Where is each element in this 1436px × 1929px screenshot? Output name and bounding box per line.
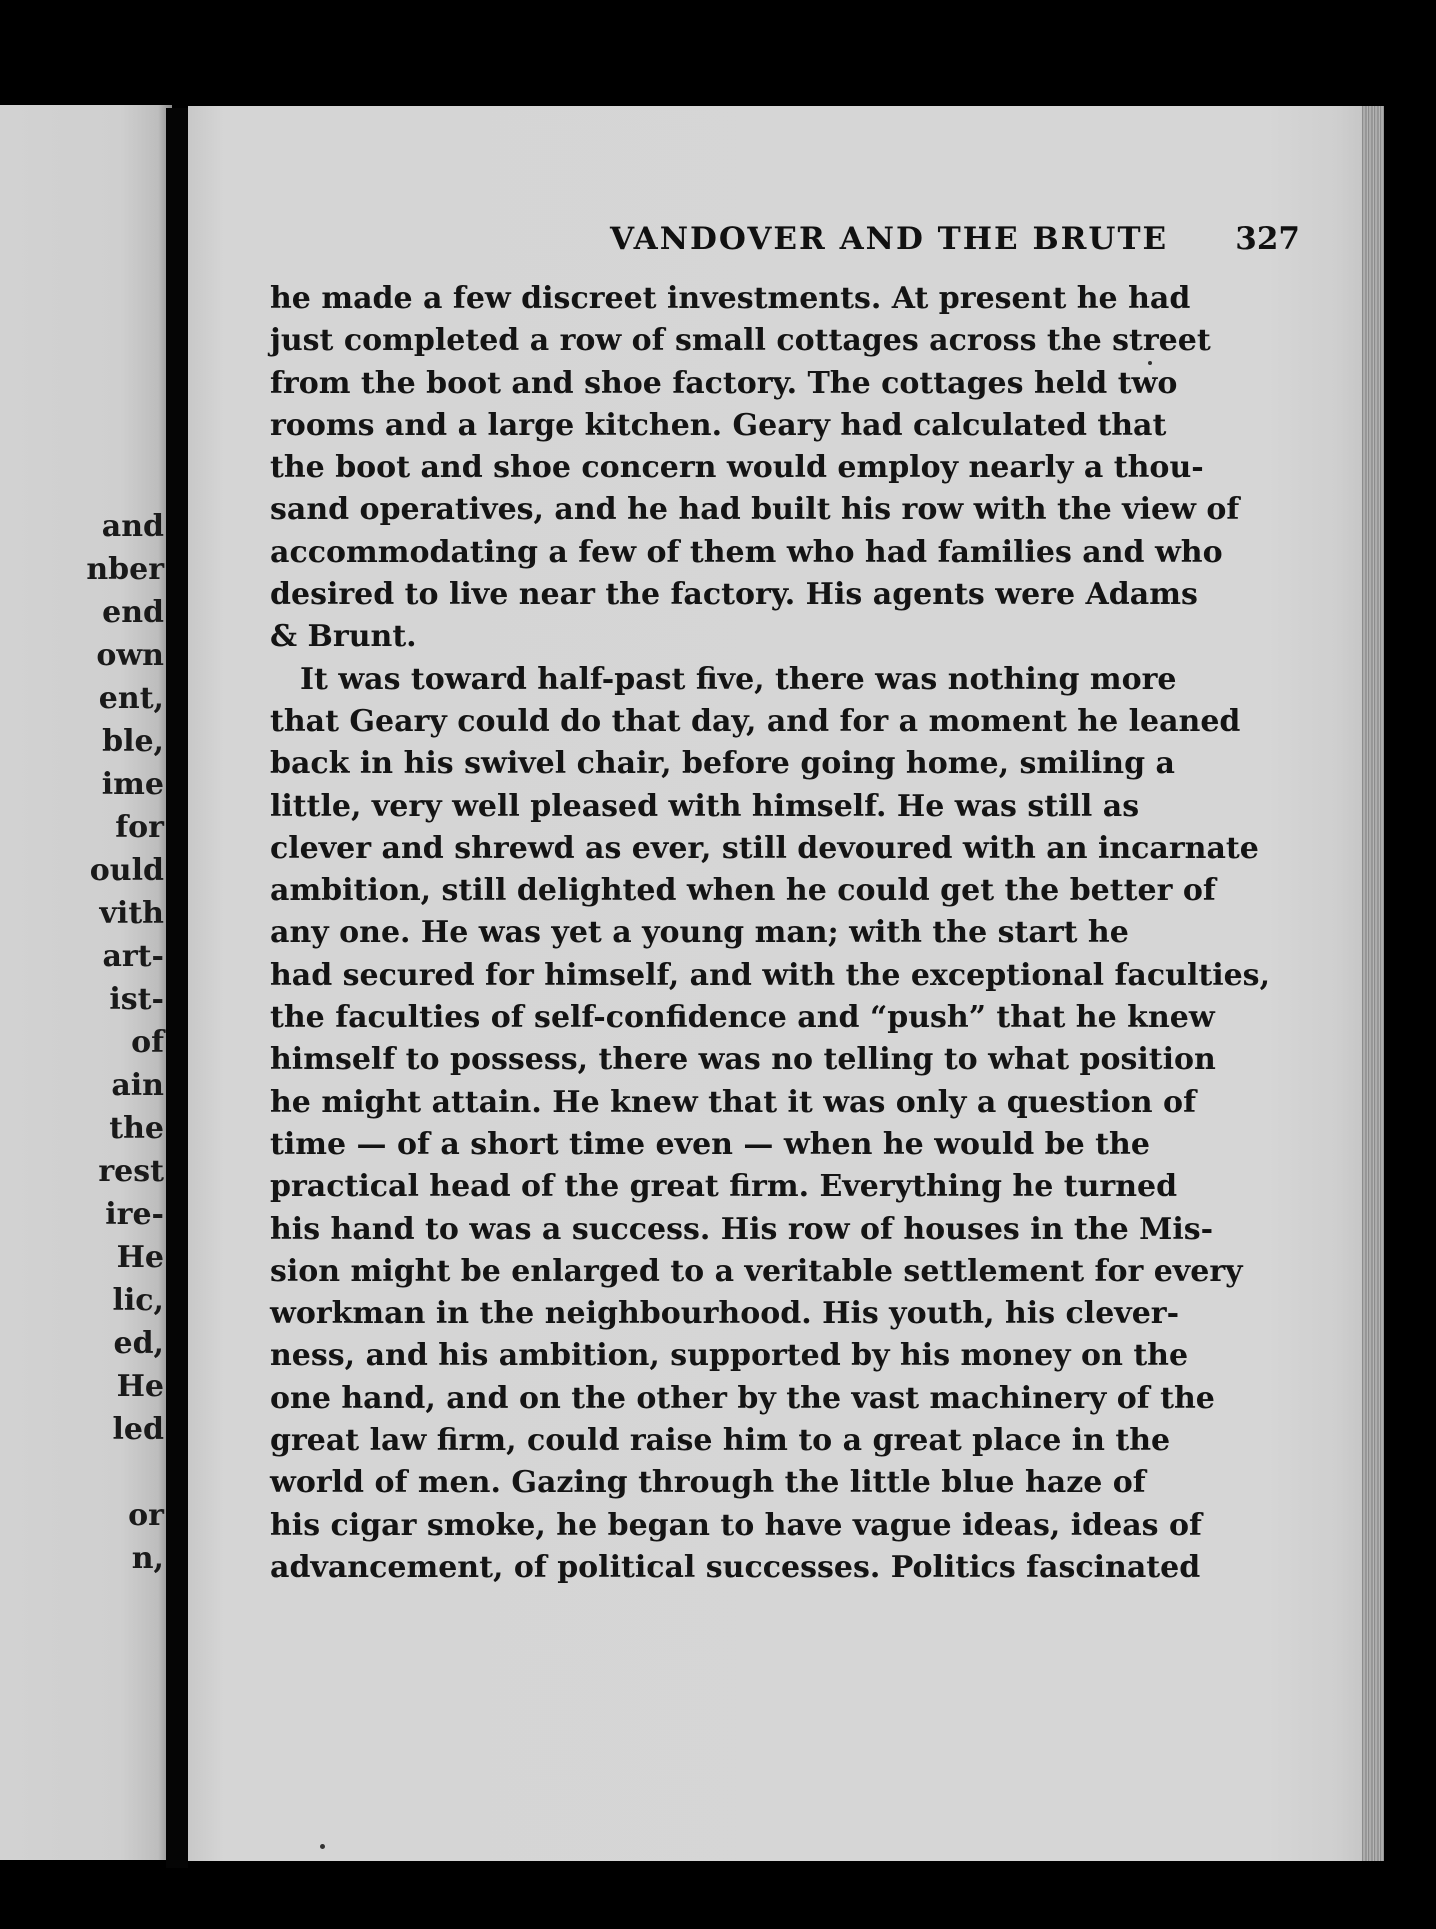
paper-speck [1148, 361, 1152, 365]
running-title: VANDOVER AND THE BRUTE [610, 221, 1169, 257]
text-line: just completed a row of small cottages across the street [270, 323, 1211, 359]
text-line: the boot and shoe concern would employ nearly a thou- [270, 450, 1204, 486]
previous-page-line: ould [89, 853, 164, 888]
page-edge [1362, 106, 1384, 1861]
text-line: & Brunt. [270, 619, 417, 655]
book-page [188, 106, 1384, 1861]
text-line: had secured for himself, and with the exceptional faculties, [270, 957, 1271, 993]
previous-page-line: ain [111, 1068, 164, 1103]
previous-page-line: ime [101, 767, 164, 802]
text-line: any one. He was yet a young man; with the start he [270, 915, 1129, 951]
previous-page-line: own [96, 638, 164, 673]
text-line: sand operatives, and he had built his row with the view of [270, 492, 1240, 528]
text-line: It was toward half-past five, there was nothing more [300, 661, 1177, 697]
text-line: one hand, and on the other by the vast machinery of the [270, 1380, 1215, 1416]
text-line: his cigar smoke, he began to have vague ideas, ideas of [270, 1507, 1202, 1543]
previous-page [0, 105, 172, 1860]
text-line: he made a few discreet investments. At present he had [270, 281, 1191, 316]
text-line: from the boot and shoe factory. The cottages held two [270, 365, 1178, 401]
text-line: back in his swivel chair, before going home, smiling a [270, 746, 1175, 782]
previous-page-line: or [128, 1498, 164, 1533]
previous-page-line: art- [102, 939, 164, 974]
previous-page-line: vith [99, 896, 164, 931]
previous-page-line: ire- [105, 1197, 164, 1232]
text-line: accommodating a few of them who had families and who [270, 534, 1223, 570]
book-gutter [166, 108, 188, 1868]
previous-page-line: He [116, 1240, 164, 1275]
text-line: himself to possess, there was no telling to what position [270, 1042, 1216, 1078]
previous-page-line: end [102, 595, 164, 630]
previous-page-line: of [131, 1025, 164, 1060]
text-line: that Geary could do that day, and for a moment he leaned [270, 703, 1241, 739]
text-line: the faculties of self-confidence and “push” that he knew [270, 1000, 1215, 1036]
text-line: his hand to was a success. His row of houses in the Mis- [270, 1211, 1214, 1247]
previous-page-text [86, 505, 164, 1580]
page-header [420, 221, 1300, 269]
previous-page-line: ist- [109, 982, 164, 1017]
text-line: great law firm, could raise him to a great place in the [270, 1423, 1171, 1459]
body-text [270, 278, 1271, 1589]
previous-page-line: nber [86, 552, 164, 587]
text-line: advancement, of political successes. Politics fascinated [270, 1549, 1201, 1585]
previous-page-line: the [109, 1111, 164, 1146]
text-line: ness, and his ambition, supported by his money on the [270, 1338, 1189, 1374]
previous-page-line: ed, [113, 1326, 164, 1361]
previous-page-line: ent, [98, 681, 164, 716]
paper-speck [320, 1844, 325, 1849]
text-line: rooms and a large kitchen. Geary had calculated that [270, 407, 1167, 443]
previous-page-line: led [112, 1412, 164, 1447]
text-line: time — of a short time even — when he would be the [270, 1126, 1150, 1162]
previous-page-line: rest [98, 1154, 164, 1189]
text-line: desired to live near the factory. His agents were Adams [270, 577, 1198, 613]
previous-page-line: for [115, 810, 164, 845]
previous-page-line: He [116, 1369, 164, 1404]
previous-page-line [86, 1451, 164, 1494]
page-number: 327 [1235, 221, 1300, 257]
text-line: clever and shrewd as ever, still devoured with an incarnate [270, 830, 1259, 866]
text-line: he might attain. He knew that it was only a question of [270, 1084, 1196, 1120]
text-line: little, very well pleased with himself. He was still as [270, 788, 1140, 824]
text-line: practical head of the great firm. Everything he turned [270, 1169, 1178, 1205]
previous-page-line: ble, [102, 724, 164, 759]
text-line: ambition, still delighted when he could get the better of [270, 873, 1216, 909]
previous-page-line: lic, [112, 1283, 164, 1318]
previous-page-line: n, [131, 1541, 164, 1576]
text-line: sion might be enlarged to a veritable settlement for every [270, 1253, 1243, 1289]
text-line: workman in the neighbourhood. His youth, his clever- [270, 1296, 1180, 1332]
text-line: world of men. Gazing through the little blue haze of [270, 1465, 1146, 1501]
previous-page-line: and [101, 509, 164, 544]
